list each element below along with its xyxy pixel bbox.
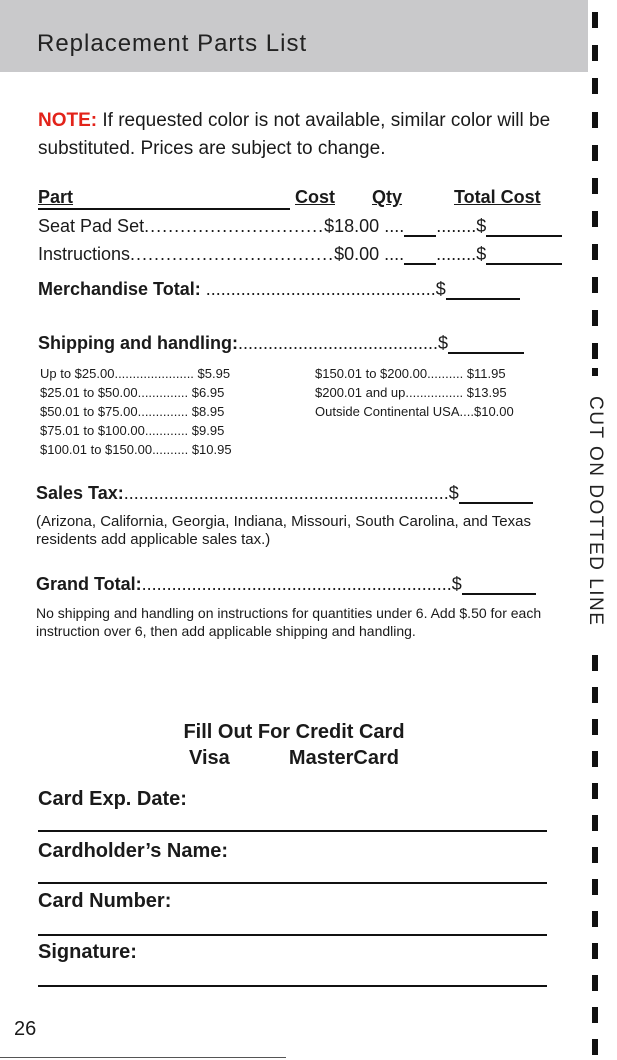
sales-tax-label: Sales Tax: — [36, 483, 124, 503]
shipping-rate: $75.01 to $100.00............ $9.95 — [40, 423, 225, 438]
cut-dash — [592, 12, 598, 28]
cut-dash — [592, 1039, 598, 1055]
cut-dash — [592, 145, 598, 161]
cut-dash — [592, 943, 598, 959]
shipping-blank — [448, 334, 524, 354]
visa-label: Visa — [189, 747, 230, 769]
signature-line[interactable] — [38, 985, 547, 987]
signature-label: Signature: — [38, 941, 137, 963]
part-cost: $18.00 — [324, 216, 380, 236]
shipping-rate: $150.01 to $200.00.......... $11.95 — [315, 366, 506, 381]
grand-total-row — [36, 574, 536, 595]
mastercard-label: MasterCard — [288, 747, 399, 769]
card-number-label: Card Number: — [38, 890, 172, 912]
table-row — [38, 244, 562, 265]
footer-rule — [0, 1057, 286, 1058]
merchandise-total-blank — [446, 280, 520, 300]
part-name: Seat Pad Set — [38, 216, 145, 236]
leader-dots: ........................................ — [237, 333, 439, 353]
cut-dash — [592, 368, 598, 376]
cut-dash — [592, 655, 598, 671]
total-blank — [486, 217, 562, 237]
cardholder-name-label: Cardholder’s Name: — [38, 840, 229, 862]
shipping-row — [38, 333, 524, 354]
card-exp-date-line[interactable] — [38, 830, 547, 832]
dollar-sign: $ — [448, 483, 459, 503]
cut-dash — [592, 277, 598, 293]
page-title: Replacement Parts List — [37, 30, 308, 57]
sales-tax-row — [36, 483, 533, 504]
dollar-sign: $ — [435, 279, 446, 299]
dollar-sign: $ — [476, 216, 487, 236]
grand-total-note: No shipping and handling on instructions for quantities under 6. Add $.50 for each instruction over 6, then add applicable shipping and handling. — [36, 605, 542, 639]
sales-tax-blank — [459, 484, 533, 504]
note-text: If requested color is not available, similar color will be substituted. Prices are subject to change. — [38, 110, 551, 159]
cut-dash — [592, 719, 598, 735]
cut-dash — [592, 310, 598, 326]
sales-tax-note: (Arizona, California, Georgia, Indiana, Missouri, South Carolina, and Texas residents add applicable sales tax.) — [36, 513, 531, 548]
cut-dash — [592, 244, 598, 260]
leader-dots: .............................. — [144, 216, 325, 236]
shipping-label: Shipping and handling: — [38, 333, 238, 353]
table-row — [38, 216, 562, 237]
shipping-rate: $50.01 to $75.00.............. $8.95 — [40, 404, 225, 419]
merchandise-total-label: Merchandise Total: — [38, 279, 201, 299]
col-part: Part — [38, 187, 74, 207]
card-number-line[interactable] — [38, 934, 547, 936]
shipping-rates-left — [40, 364, 232, 459]
cut-dash — [592, 879, 598, 895]
grand-total-label: Grand Total: — [36, 574, 142, 594]
qty-blank — [404, 245, 436, 265]
leader-dots: ................................................................. — [123, 483, 449, 503]
cut-dash — [592, 78, 598, 94]
part-name: Instructions — [38, 244, 131, 264]
shipping-rate: $25.01 to $50.00.............. $6.95 — [40, 385, 225, 400]
shipping-rate: Outside Continental USA....$10.00 — [315, 404, 514, 419]
credit-card-title: Fill Out For Credit Card — [183, 721, 405, 743]
col-cost: Cost — [295, 187, 335, 207]
part-cost: $0.00 — [334, 244, 380, 264]
card-exp-date-label: Card Exp. Date: — [38, 788, 187, 810]
qty-blank — [404, 217, 436, 237]
cut-dash — [592, 45, 598, 61]
header-bar — [0, 0, 588, 72]
cut-dash — [592, 687, 598, 703]
col-part-underline — [38, 208, 290, 210]
cut-dash — [592, 112, 598, 128]
cardholder-name-line[interactable] — [38, 882, 547, 884]
page-number: 26 — [14, 1018, 37, 1040]
shipping-rate: $100.01 to $150.00.......... $10.95 — [40, 442, 232, 457]
leader-dots: ........ — [436, 244, 477, 264]
grand-total-blank — [462, 575, 536, 595]
cut-dash — [592, 1007, 598, 1023]
cut-dash — [592, 783, 598, 799]
leader-dots: .............................................. — [205, 279, 436, 299]
shipping-rate: Up to $25.00...................... $5.95 — [40, 366, 231, 381]
cut-dash — [592, 343, 598, 359]
note-label: NOTE: — [38, 110, 98, 131]
shipping-rates-right — [315, 364, 514, 421]
card-types — [0, 747, 588, 770]
cut-dash — [592, 751, 598, 767]
cut-dash — [592, 975, 598, 991]
total-blank — [486, 245, 562, 265]
parts-table-header — [38, 187, 541, 211]
cut-dash — [592, 847, 598, 863]
col-total: Total Cost — [454, 187, 541, 207]
note — [38, 107, 558, 163]
cut-dash — [592, 211, 598, 227]
merchandise-total-row — [38, 279, 520, 300]
cut-dash — [592, 178, 598, 194]
cut-dash — [592, 911, 598, 927]
dollar-sign: $ — [451, 574, 462, 594]
col-qty: Qty — [372, 187, 403, 207]
cut-dash — [592, 815, 598, 831]
leader-dots: .............................................................. — [141, 574, 452, 594]
leader-dots: .... — [384, 244, 405, 264]
shipping-rate: $200.01 and up................ $13.95 — [315, 385, 507, 400]
leader-dots: ........ — [436, 216, 477, 236]
leader-dots: .................................. — [130, 244, 335, 264]
cut-label: CUT ON DOTTED LINE — [585, 396, 606, 627]
dollar-sign: $ — [476, 244, 487, 264]
dollar-sign: $ — [438, 333, 449, 353]
leader-dots: .... — [384, 216, 405, 236]
